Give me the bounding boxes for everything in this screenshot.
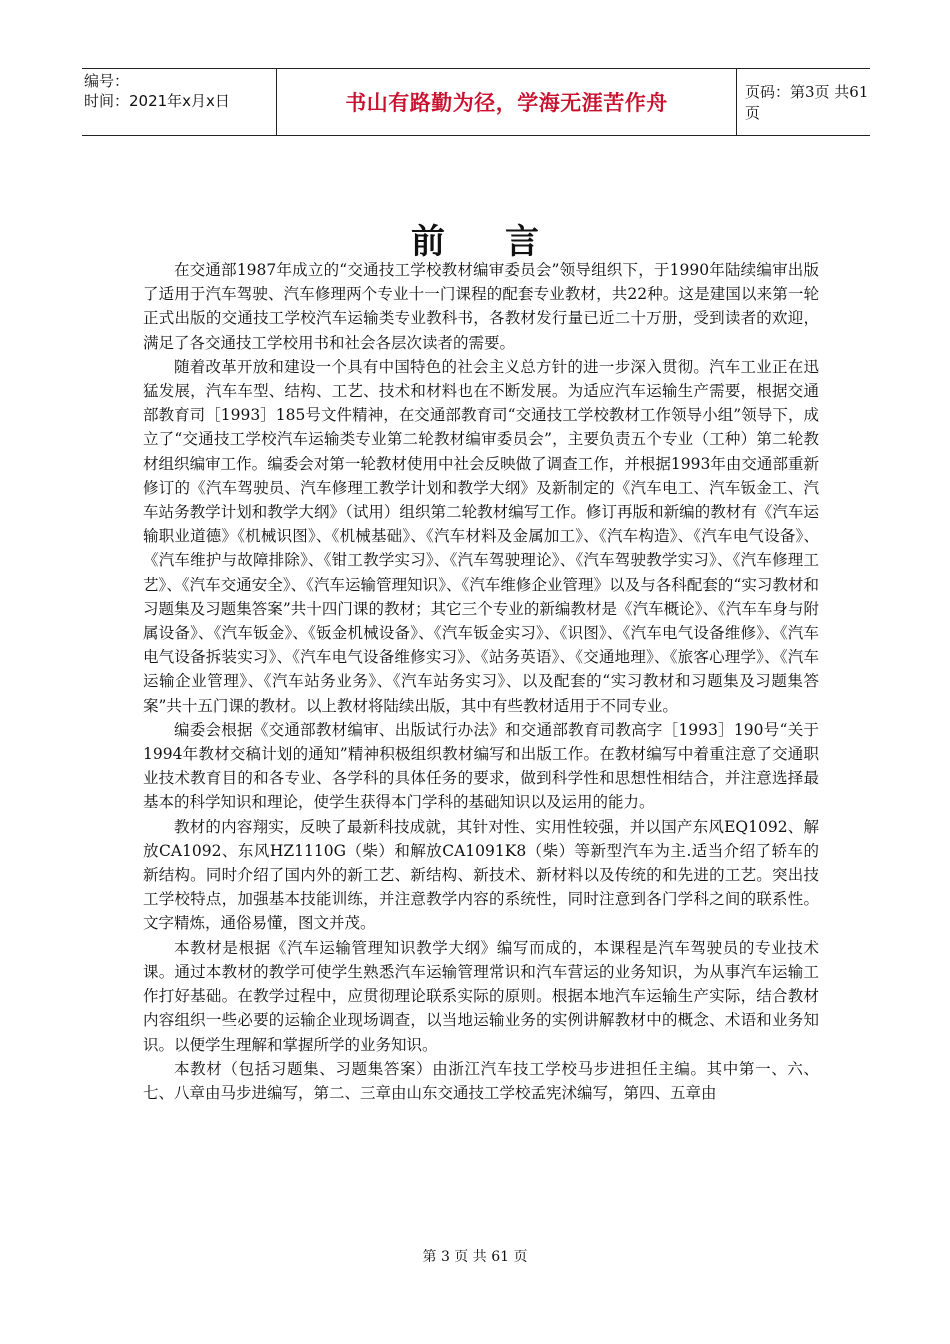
- time-label: 时间：2021年x月x日: [84, 92, 230, 110]
- paragraph: 本教材（包括习题集、习题集答案）由浙江汽车技工学校马步进担任主编。其中第一、六、七、八章由马步进编写，第二、三章由山东交通技工学校孟宪沭编写，第四、五章由: [143, 1059, 819, 1102]
- body-text: [143, 258, 819, 1105]
- number-label: 编号：: [84, 72, 130, 90]
- page-footer: 第 3 页 共 61 页: [422, 1249, 528, 1265]
- header-motto: 书山有路勤为径，学海无涯苦作舟: [277, 69, 737, 135]
- page-header: [82, 68, 870, 136]
- paragraph: 随着改革开放和建设一个具有中国特色的社会主义总方针的进一步深入贯彻。汽车工业正在迅猛发展，汽车车型、结构、工艺、技术和材料也在不断发展。为适应汽车运输生产需要，根据交通部教育司［1993］185号文件精神，在交通部教育司“交通技工学校教材工作领导小组”领导下，成立了“交通技工学校汽车运输类专业第二轮教材编审委员会”，主要负责五个专业（工种）第二轮教材组织编审工作。编委会对第一轮教材使用中社会反映做了调查工作，并根据1993年由交通部重新修订的《汽车驾驶员、汽车修理工教学计划和教学大纲》及新制定的《汽车电工、汽车钣金工、汽车站务教学计划和教学大纲》（试用）组织第二轮教材编写工作。修订再版和新编的教材有《汽车运输职业道德》《机械识图》、《机械基础》、《汽车材料及金属加工》、《汽车构造》、《汽车电气设备》、《汽车维护与故障排除》、《钳工教学实习》、《汽车驾驶理论》、《汽车驾驶教学实习》、《汽车修理工艺》、《汽车交通安全》、《汽车运输管理知识》、《汽车维修企业管理》以及与各科配套的“实习教材和习题集及习题集答案”共十四门课的教材；其它三个专业的新编教材是《汽车概论》、《汽车车身与附属设备》、《汽车钣金》、《钣金机械设备》、《汽车钣金实习》、《识图》、《汽车电气设备维修》、《汽车电气设备拆装实习》、《汽车电气设备维修实习》、《站务英语》、《交通地理》、《旅客心理学》、《汽车运输企业管理》、《汽车站务业务》、《汽车站务实习》、以及配套的“实习教材和习题集及习题集答案”共十五门课的教材。以上教材将陆续出版，其中有些教材适用于不同专业。: [143, 357, 819, 715]
- paragraph: 在交通部1987年成立的“交通技工学校教材编审委员会”领导组织下，于1990年陆续编审出版了适用于汽车驾驶、汽车修理两个专业十一门课程的配套专业教材，共22种。这是建国以来第一轮正式出版的交通技工学校汽车运输类专业教科书，各教材发行量已近二十万册，受到读者的欢迎，满足了各交通技工学校用书和社会各层次读者的需要。: [143, 261, 819, 352]
- header-meta: [82, 69, 277, 135]
- paragraph: 本教材是根据《汽车运输管理知识教学大纲》编写而成的，本课程是汽车驾驶员的专业技术课。通过本教材的教学可使学生熟悉汽车运输管理常识和汽车营运的业务知识，为从事汽车运输工作打好基础。在教学过程中，应贯彻理论联系实际的原则。根据本地汽车运输生产实际，结合教材内容组织一些必要的运输企业现场调查，以当地运输业务的实例讲解教材中的概念、术语和业务知识。以便学生理解和掌握所学的业务知识。: [143, 938, 819, 1054]
- page-title: 前言: [411, 222, 599, 262]
- paragraph: 教材的内容翔实，反映了最新科技成就，其针对性、实用性较强，并以国产东风EQ1092、解放CA1092、东风HZ1110G（柴）和解放CA1091K8（柴）等新型汽车为主.适当介绍了轿车的新结构。同时介绍了国内外的新工艺、新结构、新技术、新材料以及传统的和先进的工艺。突出技工学校特点，加强基本技能训练，并注意教学内容的系统性，同时注意到各门学科之间的联系性。文字精炼，通俗易懂，图文并茂。: [143, 817, 819, 933]
- header-page-info: 页码：第3页 共61页: [745, 83, 869, 122]
- paragraph: 编委会根据《交通部教材编审、出版试行办法》和交通部教育司教高字［1993］190号“关于1994年教材交稿计划的通知”精神积极组织教材编写和出版工作。在教材编写中着重注意了交通职业技术教育目的和各专业、各学科的具体任务的要求，做到科学性和思想性相结合，并注意选择最基本的科学知识和理论，使学生获得本门学科的基础知识以及运用的能力。: [143, 720, 819, 812]
